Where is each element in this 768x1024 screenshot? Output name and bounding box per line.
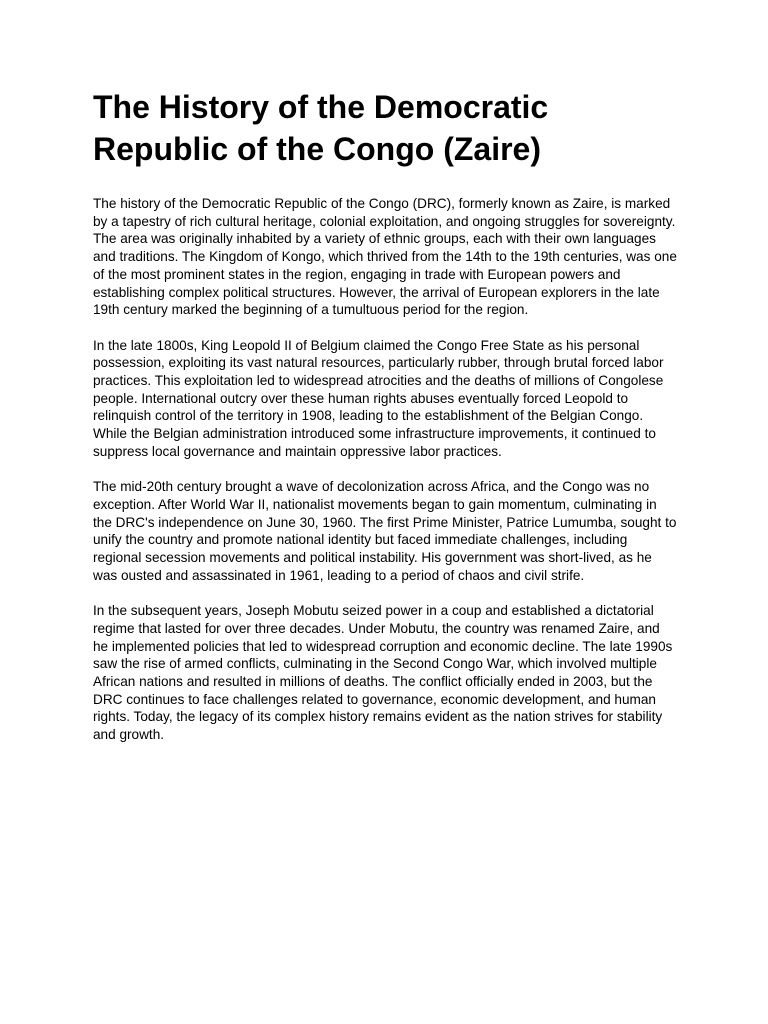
paragraph-early-history: The history of the Democratic Republic of the Congo (DRC), formerly known as Zaire, is marked by a tapestry of rich cultural heritage, colonial exploitation, and ongoing struggles for sovereignty. The area was originally inhabited by a variety of ethnic groups, each with their own languages and traditions. The Kingdom of Kongo, which thrived from the 14th to the 19th centuries, was one of the most prominent states in the region, engaging in trade with European powers and establishing complex political structures. However, the arrival of European explorers in the late 19th century marked the beginning of a tumultuous period for the region.: [93, 196, 677, 318]
document-page: [93, 86, 677, 761]
paragraph-colonial-era: In the late 1800s, King Leopold II of Belgium claimed the Congo Free State as his personal possession, exploiting its vast natural resources, particularly rubber, through brutal forced labor practices. This exploitation led to widespread atrocities and the deaths of millions of Congolese people. International outcry over these human rights abuses eventually forced Leopold to relinquish control of the territory in 1908, leading to the establishment of the Belgian Congo. While the Belgian administration introduced some infrastructure improvements, it continued to suppress local governance and maintain oppressive labor practices.: [93, 337, 664, 459]
document-title: The History of the Democratic Republic of the Congo (Zaire): [93, 89, 549, 167]
paragraph-independence: The mid-20th century brought a wave of decolonization across Africa, and the Congo was no exception. After World War II, nationalist movements began to gain momentum, culminating in the DRC's independence on June 30, 1960. The first Prime Minister, Patrice Lumumba, sought to unify the country and promote national identity but faced immediate challenges, including regional secession movements and political instability. His government was short-lived, as he was ousted and assassinated in 1961, leading to a period of chaos and civil strife.: [93, 479, 677, 583]
paragraph-mobutu-era: In the subsequent years, Joseph Mobutu seized power in a coup and established a dictatorial regime that lasted for over three decades. Under Mobutu, the country was renamed Zaire, and he implemented policies that led to widespread corruption and economic decline. The late 1990s saw the rise of armed conflicts, culminating in the Second Congo War, which involved multiple African nations and resulted in millions of deaths. The conflict officially ended in 2003, but the DRC continues to face challenges related to governance, economic development, and human rights. Today, the legacy of its complex history remains evident as the nation strives for stability and growth.: [93, 603, 673, 743]
